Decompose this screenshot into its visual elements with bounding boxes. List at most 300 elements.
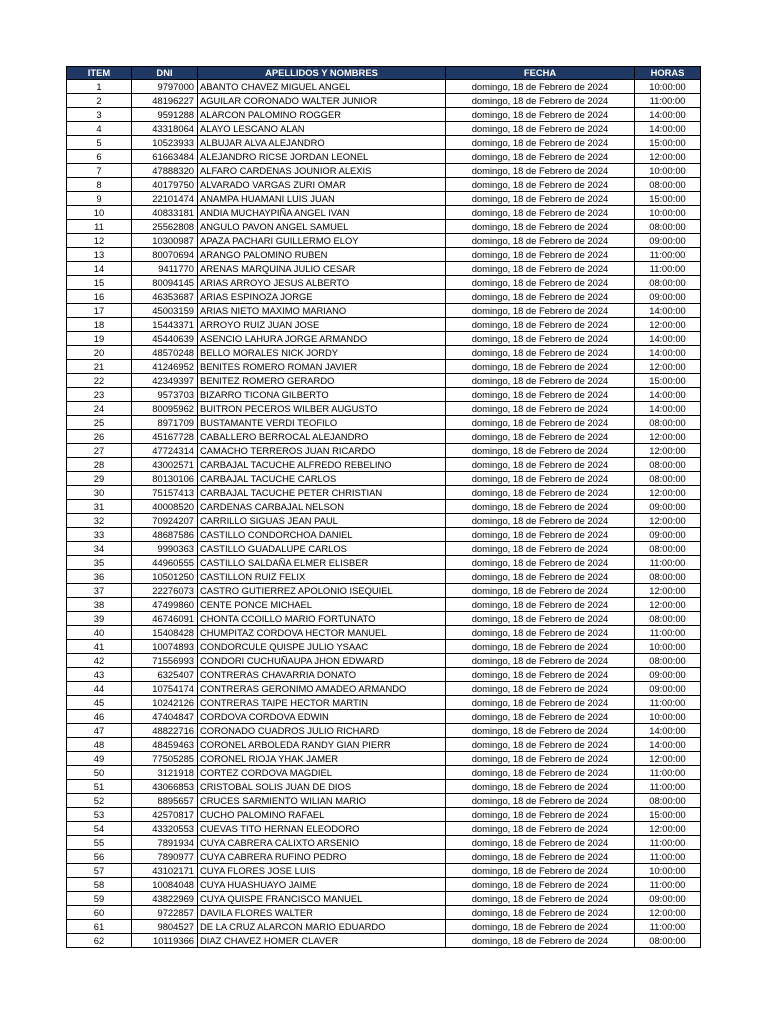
cell-dni: 48570248 <box>132 346 198 360</box>
cell-hora: 10:00:00 <box>635 164 701 178</box>
cell-hora: 11:00:00 <box>635 766 701 780</box>
cell-item: 42 <box>67 654 132 668</box>
cell-apellidos-nombres: CRISTOBAL SOLIS JUAN DE DIOS <box>198 780 446 794</box>
cell-item: 45 <box>67 696 132 710</box>
cell-item: 30 <box>67 486 132 500</box>
cell-item: 57 <box>67 864 132 878</box>
cell-apellidos-nombres: CAMACHO TERREROS JUAN RICARDO <box>198 444 446 458</box>
cell-dni: 80130106 <box>132 472 198 486</box>
cell-dni: 42349397 <box>132 374 198 388</box>
cell-item: 39 <box>67 612 132 626</box>
cell-fecha: domingo, 18 de Febrero de 2024 <box>446 780 635 794</box>
cell-hora: 11:00:00 <box>635 556 701 570</box>
cell-item: 46 <box>67 710 132 724</box>
cell-fecha: domingo, 18 de Febrero de 2024 <box>446 626 635 640</box>
cell-hora: 11:00:00 <box>635 94 701 108</box>
cell-fecha: domingo, 18 de Febrero de 2024 <box>446 150 635 164</box>
cell-item: 19 <box>67 332 132 346</box>
table-row <box>67 528 701 542</box>
cell-fecha: domingo, 18 de Febrero de 2024 <box>446 220 635 234</box>
cell-apellidos-nombres: ANGULO PAVON ANGEL SAMUEL <box>198 220 446 234</box>
table-row <box>67 724 701 738</box>
cell-fecha: domingo, 18 de Febrero de 2024 <box>446 514 635 528</box>
cell-apellidos-nombres: CARDENAS CARBAJAL NELSON <box>198 500 446 514</box>
cell-fecha: domingo, 18 de Febrero de 2024 <box>446 640 635 654</box>
cell-item: 26 <box>67 430 132 444</box>
cell-dni: 43318064 <box>132 122 198 136</box>
cell-item: 56 <box>67 850 132 864</box>
cell-fecha: domingo, 18 de Febrero de 2024 <box>446 906 635 920</box>
cell-fecha: domingo, 18 de Febrero de 2024 <box>446 738 635 752</box>
cell-hora: 15:00:00 <box>635 136 701 150</box>
cell-hora: 12:00:00 <box>635 444 701 458</box>
cell-apellidos-nombres: BUITRON PECEROS WILBER AUGUSTO <box>198 402 446 416</box>
table-row <box>67 514 701 528</box>
cell-hora: 12:00:00 <box>635 486 701 500</box>
table-row <box>67 808 701 822</box>
cell-dni: 44960555 <box>132 556 198 570</box>
cell-fecha: domingo, 18 de Febrero de 2024 <box>446 192 635 206</box>
cell-item: 53 <box>67 808 132 822</box>
cell-hora: 14:00:00 <box>635 122 701 136</box>
cell-hora: 15:00:00 <box>635 808 701 822</box>
cell-hora: 09:00:00 <box>635 682 701 696</box>
cell-fecha: domingo, 18 de Febrero de 2024 <box>446 836 635 850</box>
cell-fecha: domingo, 18 de Febrero de 2024 <box>446 360 635 374</box>
table-row <box>67 934 701 948</box>
cell-dni: 77505285 <box>132 752 198 766</box>
table-row <box>67 248 701 262</box>
cell-fecha: domingo, 18 de Febrero de 2024 <box>446 752 635 766</box>
cell-item: 44 <box>67 682 132 696</box>
cell-dni: 7890977 <box>132 850 198 864</box>
cell-item: 14 <box>67 262 132 276</box>
cell-dni: 40008520 <box>132 500 198 514</box>
cell-item: 37 <box>67 584 132 598</box>
cell-hora: 10:00:00 <box>635 640 701 654</box>
table-row <box>67 766 701 780</box>
cell-item: 18 <box>67 318 132 332</box>
cell-apellidos-nombres: CASTILLO SALDAÑA ELMER ELISBER <box>198 556 446 570</box>
table-row <box>67 542 701 556</box>
cell-apellidos-nombres: BUSTAMANTE VERDI TEOFILO <box>198 416 446 430</box>
cell-dni: 10754174 <box>132 682 198 696</box>
cell-fecha: domingo, 18 de Febrero de 2024 <box>446 584 635 598</box>
cell-fecha: domingo, 18 de Febrero de 2024 <box>446 234 635 248</box>
cell-item: 20 <box>67 346 132 360</box>
cell-fecha: domingo, 18 de Febrero de 2024 <box>446 808 635 822</box>
cell-fecha: domingo, 18 de Febrero de 2024 <box>446 528 635 542</box>
cell-fecha: domingo, 18 de Febrero de 2024 <box>446 304 635 318</box>
cell-dni: 45003159 <box>132 304 198 318</box>
cell-dni: 45440639 <box>132 332 198 346</box>
table-row <box>67 710 701 724</box>
cell-fecha: domingo, 18 de Febrero de 2024 <box>446 178 635 192</box>
cell-dni: 61663484 <box>132 150 198 164</box>
cell-hora: 12:00:00 <box>635 360 701 374</box>
cell-dni: 8895657 <box>132 794 198 808</box>
cell-apellidos-nombres: ALBUJAR ALVA ALEJANDRO <box>198 136 446 150</box>
cell-apellidos-nombres: ALVARADO VARGAS ZURI OMAR <box>198 178 446 192</box>
cell-item: 4 <box>67 122 132 136</box>
cell-fecha: domingo, 18 de Febrero de 2024 <box>446 598 635 612</box>
cell-hora: 08:00:00 <box>635 542 701 556</box>
cell-fecha: domingo, 18 de Febrero de 2024 <box>446 248 635 262</box>
cell-apellidos-nombres: CUYA QUISPE FRANCISCO MANUEL <box>198 892 446 906</box>
cell-item: 36 <box>67 570 132 584</box>
cell-item: 29 <box>67 472 132 486</box>
cell-dni: 6325407 <box>132 668 198 682</box>
table-row <box>67 822 701 836</box>
table-header <box>67 67 701 80</box>
cell-hora: 09:00:00 <box>635 234 701 248</box>
cell-item: 40 <box>67 626 132 640</box>
cell-item: 51 <box>67 780 132 794</box>
cell-fecha: domingo, 18 de Febrero de 2024 <box>446 374 635 388</box>
cell-apellidos-nombres: CASTILLO GUADALUPE CARLOS <box>198 542 446 556</box>
cell-hora: 12:00:00 <box>635 318 701 332</box>
table-row <box>67 906 701 920</box>
table-row <box>67 164 701 178</box>
cell-item: 6 <box>67 150 132 164</box>
cell-apellidos-nombres: ANAMPA HUAMANI LUIS JUAN <box>198 192 446 206</box>
cell-dni: 10242126 <box>132 696 198 710</box>
cell-hora: 08:00:00 <box>635 416 701 430</box>
cell-dni: 40179750 <box>132 178 198 192</box>
cell-dni: 71556993 <box>132 654 198 668</box>
cell-apellidos-nombres: BENITES ROMERO ROMAN JAVIER <box>198 360 446 374</box>
table-row <box>67 836 701 850</box>
table-row <box>67 892 701 906</box>
cell-item: 54 <box>67 822 132 836</box>
header-dni: DNI <box>132 67 198 80</box>
cell-hora: 08:00:00 <box>635 654 701 668</box>
table-row <box>67 94 701 108</box>
cell-fecha: domingo, 18 de Febrero de 2024 <box>446 332 635 346</box>
cell-item: 8 <box>67 178 132 192</box>
cell-apellidos-nombres: ARROYO RUIZ JUAN JOSE <box>198 318 446 332</box>
cell-hora: 09:00:00 <box>635 668 701 682</box>
cell-dni: 43320553 <box>132 822 198 836</box>
table-row <box>67 864 701 878</box>
table-row <box>67 360 701 374</box>
cell-apellidos-nombres: CONTRERAS GERONIMO AMADEO ARMANDO <box>198 682 446 696</box>
table-row <box>67 794 701 808</box>
cell-apellidos-nombres: CARRILLO SIGUAS JEAN PAUL <box>198 514 446 528</box>
table-row <box>67 262 701 276</box>
header-row <box>67 67 701 80</box>
cell-item: 41 <box>67 640 132 654</box>
cell-dni: 9591288 <box>132 108 198 122</box>
cell-fecha: domingo, 18 de Febrero de 2024 <box>446 346 635 360</box>
cell-hora: 11:00:00 <box>635 920 701 934</box>
cell-dni: 42570817 <box>132 808 198 822</box>
cell-fecha: domingo, 18 de Febrero de 2024 <box>446 430 635 444</box>
cell-dni: 22101474 <box>132 192 198 206</box>
cell-hora: 14:00:00 <box>635 402 701 416</box>
cell-hora: 14:00:00 <box>635 108 701 122</box>
cell-apellidos-nombres: CASTRO GUTIERREZ APOLONIO ISEQUIEL <box>198 584 446 598</box>
cell-fecha: domingo, 18 de Febrero de 2024 <box>446 262 635 276</box>
cell-dni: 22276073 <box>132 584 198 598</box>
table-row <box>67 108 701 122</box>
cell-fecha: domingo, 18 de Febrero de 2024 <box>446 458 635 472</box>
cell-hora: 14:00:00 <box>635 738 701 752</box>
cell-dni: 43002571 <box>132 458 198 472</box>
cell-hora: 15:00:00 <box>635 192 701 206</box>
cell-dni: 7891934 <box>132 836 198 850</box>
cell-dni: 48459463 <box>132 738 198 752</box>
header-item: ITEM <box>67 67 132 80</box>
cell-dni: 3121918 <box>132 766 198 780</box>
cell-dni: 47724314 <box>132 444 198 458</box>
cell-hora: 10:00:00 <box>635 80 701 94</box>
cell-fecha: domingo, 18 de Febrero de 2024 <box>446 682 635 696</box>
table-row <box>67 416 701 430</box>
cell-fecha: domingo, 18 de Febrero de 2024 <box>446 878 635 892</box>
table-row <box>67 654 701 668</box>
cell-fecha: domingo, 18 de Febrero de 2024 <box>446 822 635 836</box>
table-row <box>67 444 701 458</box>
cell-apellidos-nombres: CONTRERAS CHAVARRIA DONATO <box>198 668 446 682</box>
cell-dni: 43102171 <box>132 864 198 878</box>
cell-fecha: domingo, 18 de Febrero de 2024 <box>446 654 635 668</box>
cell-dni: 43822969 <box>132 892 198 906</box>
cell-fecha: domingo, 18 de Febrero de 2024 <box>446 850 635 864</box>
cell-dni: 40833181 <box>132 206 198 220</box>
cell-dni: 43066853 <box>132 780 198 794</box>
cell-dni: 47888320 <box>132 164 198 178</box>
table-row <box>67 136 701 150</box>
cell-item: 23 <box>67 388 132 402</box>
cell-dni: 10119366 <box>132 934 198 948</box>
cell-dni: 25562808 <box>132 220 198 234</box>
table-row <box>67 80 701 94</box>
cell-apellidos-nombres: CORONEL RIOJA YHAK JAMER <box>198 752 446 766</box>
cell-hora: 11:00:00 <box>635 262 701 276</box>
cell-item: 24 <box>67 402 132 416</box>
table-row <box>67 738 701 752</box>
table-row <box>67 472 701 486</box>
cell-dni: 9411770 <box>132 262 198 276</box>
cell-dni: 80095962 <box>132 402 198 416</box>
cell-hora: 11:00:00 <box>635 850 701 864</box>
cell-dni: 8971709 <box>132 416 198 430</box>
cell-apellidos-nombres: ARANGO PALOMINO RUBEN <box>198 248 446 262</box>
cell-dni: 9804527 <box>132 920 198 934</box>
cell-dni: 47499860 <box>132 598 198 612</box>
cell-hora: 12:00:00 <box>635 584 701 598</box>
cell-fecha: domingo, 18 de Febrero de 2024 <box>446 388 635 402</box>
header-apellidos-nombres: APELLIDOS Y NOMBRES <box>198 67 446 80</box>
cell-fecha: domingo, 18 de Febrero de 2024 <box>446 766 635 780</box>
cell-dni: 45167728 <box>132 430 198 444</box>
cell-item: 33 <box>67 528 132 542</box>
cell-item: 7 <box>67 164 132 178</box>
cell-apellidos-nombres: CORDOVA CORDOVA EDWIN <box>198 710 446 724</box>
cell-hora: 11:00:00 <box>635 878 701 892</box>
cell-hora: 12:00:00 <box>635 752 701 766</box>
cell-apellidos-nombres: ALEJANDRO RICSE JORDAN LEONEL <box>198 150 446 164</box>
table-row <box>67 220 701 234</box>
cell-dni: 10084048 <box>132 878 198 892</box>
cell-apellidos-nombres: DAVILA FLORES WALTER <box>198 906 446 920</box>
cell-hora: 08:00:00 <box>635 458 701 472</box>
table-row <box>67 276 701 290</box>
table-row <box>67 150 701 164</box>
cell-hora: 12:00:00 <box>635 514 701 528</box>
cell-item: 32 <box>67 514 132 528</box>
table-row <box>67 346 701 360</box>
cell-apellidos-nombres: ASENCIO LAHURA JORGE ARMANDO <box>198 332 446 346</box>
table-row <box>67 878 701 892</box>
table-body <box>67 80 701 948</box>
cell-hora: 12:00:00 <box>635 598 701 612</box>
cell-hora: 12:00:00 <box>635 906 701 920</box>
cell-item: 25 <box>67 416 132 430</box>
cell-apellidos-nombres: CUYA FLORES JOSE LUIS <box>198 864 446 878</box>
cell-dni: 10501250 <box>132 570 198 584</box>
cell-item: 55 <box>67 836 132 850</box>
table-row <box>67 500 701 514</box>
cell-apellidos-nombres: CORTEZ CORDOVA MAGDIEL <box>198 766 446 780</box>
cell-item: 9 <box>67 192 132 206</box>
cell-hora: 08:00:00 <box>635 472 701 486</box>
cell-apellidos-nombres: CARBAJAL TACUCHE CARLOS <box>198 472 446 486</box>
cell-apellidos-nombres: CONDORI CUCHUÑAUPA JHON EDWARD <box>198 654 446 668</box>
cell-apellidos-nombres: APAZA PACHARI GUILLERMO ELOY <box>198 234 446 248</box>
table-row <box>67 556 701 570</box>
cell-fecha: domingo, 18 de Febrero de 2024 <box>446 612 635 626</box>
table-row <box>67 234 701 248</box>
cell-apellidos-nombres: CUYA CABRERA CALIXTO ARSENIO <box>198 836 446 850</box>
table-row <box>67 332 701 346</box>
cell-apellidos-nombres: ALFARO CARDENAS JOUNIOR ALEXIS <box>198 164 446 178</box>
cell-item: 13 <box>67 248 132 262</box>
cell-fecha: domingo, 18 de Febrero de 2024 <box>446 710 635 724</box>
cell-fecha: domingo, 18 de Febrero de 2024 <box>446 206 635 220</box>
cell-dni: 9573703 <box>132 388 198 402</box>
cell-apellidos-nombres: DIAZ CHAVEZ HOMER CLAVER <box>198 934 446 948</box>
cell-apellidos-nombres: ANDIA MUCHAYPIÑA ANGEL IVAN <box>198 206 446 220</box>
cell-dni: 10074893 <box>132 640 198 654</box>
cell-apellidos-nombres: ALARCON PALOMINO ROGGER <box>198 108 446 122</box>
cell-fecha: domingo, 18 de Febrero de 2024 <box>446 108 635 122</box>
cell-fecha: domingo, 18 de Febrero de 2024 <box>446 668 635 682</box>
cell-apellidos-nombres: ALAYO LESCANO ALAN <box>198 122 446 136</box>
cell-fecha: domingo, 18 de Febrero de 2024 <box>446 542 635 556</box>
cell-item: 59 <box>67 892 132 906</box>
table-row <box>67 612 701 626</box>
cell-item: 17 <box>67 304 132 318</box>
cell-apellidos-nombres: CONDORCULE QUISPE JULIO YSAAC <box>198 640 446 654</box>
cell-apellidos-nombres: CUCHO PALOMINO RAFAEL <box>198 808 446 822</box>
cell-fecha: domingo, 18 de Febrero de 2024 <box>446 570 635 584</box>
table-row <box>67 920 701 934</box>
cell-hora: 09:00:00 <box>635 528 701 542</box>
cell-dni: 15443371 <box>132 318 198 332</box>
cell-dni: 75157413 <box>132 486 198 500</box>
cell-apellidos-nombres: CORONADO CUADROS JULIO RICHARD <box>198 724 446 738</box>
cell-hora: 08:00:00 <box>635 570 701 584</box>
cell-apellidos-nombres: CRUCES SARMIENTO WILIAN MARIO <box>198 794 446 808</box>
table-row <box>67 206 701 220</box>
cell-hora: 11:00:00 <box>635 836 701 850</box>
cell-apellidos-nombres: CORONEL ARBOLEDA RANDY GIAN PIERR <box>198 738 446 752</box>
cell-item: 31 <box>67 500 132 514</box>
table-row <box>67 626 701 640</box>
cell-dni: 10300987 <box>132 234 198 248</box>
cell-item: 11 <box>67 220 132 234</box>
cell-apellidos-nombres: ARIAS NIETO MAXIMO MARIANO <box>198 304 446 318</box>
cell-fecha: domingo, 18 de Febrero de 2024 <box>446 486 635 500</box>
cell-apellidos-nombres: CASTILLO CONDORCHOA DANIEL <box>198 528 446 542</box>
cell-fecha: domingo, 18 de Febrero de 2024 <box>446 724 635 738</box>
cell-apellidos-nombres: CABALLERO BERROCAL ALEJANDRO <box>198 430 446 444</box>
cell-apellidos-nombres: BENITEZ ROMERO GERARDO <box>198 374 446 388</box>
cell-item: 15 <box>67 276 132 290</box>
cell-dni: 46746091 <box>132 612 198 626</box>
table-row <box>67 402 701 416</box>
cell-apellidos-nombres: CARBAJAL TACUCHE PETER CHRISTIAN <box>198 486 446 500</box>
cell-hora: 11:00:00 <box>635 248 701 262</box>
cell-dni: 48196227 <box>132 94 198 108</box>
cell-hora: 12:00:00 <box>635 150 701 164</box>
cell-apellidos-nombres: CONTRERAS TAIPE HECTOR MARTIN <box>198 696 446 710</box>
cell-apellidos-nombres: CHONTA CCOILLO MARIO FORTUNATO <box>198 612 446 626</box>
cell-hora: 09:00:00 <box>635 500 701 514</box>
cell-hora: 08:00:00 <box>635 276 701 290</box>
cell-fecha: domingo, 18 de Febrero de 2024 <box>446 794 635 808</box>
cell-hora: 08:00:00 <box>635 934 701 948</box>
cell-apellidos-nombres: ARIAS ESPINOZA JORGE <box>198 290 446 304</box>
cell-item: 58 <box>67 878 132 892</box>
cell-dni: 15408428 <box>132 626 198 640</box>
cell-fecha: domingo, 18 de Febrero de 2024 <box>446 94 635 108</box>
cell-apellidos-nombres: CARBAJAL TACUCHE ALFREDO REBELINO <box>198 458 446 472</box>
cell-fecha: domingo, 18 de Febrero de 2024 <box>446 318 635 332</box>
cell-hora: 09:00:00 <box>635 892 701 906</box>
cell-item: 38 <box>67 598 132 612</box>
cell-dni: 9722857 <box>132 906 198 920</box>
table-row <box>67 598 701 612</box>
cell-dni: 47404847 <box>132 710 198 724</box>
cell-fecha: domingo, 18 de Febrero de 2024 <box>446 164 635 178</box>
table-row <box>67 458 701 472</box>
cell-item: 10 <box>67 206 132 220</box>
cell-hora: 14:00:00 <box>635 388 701 402</box>
cell-dni: 48687586 <box>132 528 198 542</box>
cell-apellidos-nombres: BIZARRO TICONA GILBERTO <box>198 388 446 402</box>
table-row <box>67 682 701 696</box>
cell-dni: 9990363 <box>132 542 198 556</box>
table-row <box>67 570 701 584</box>
cell-apellidos-nombres: CHUMPITAZ CORDOVA HECTOR MANUEL <box>198 626 446 640</box>
cell-item: 22 <box>67 374 132 388</box>
cell-apellidos-nombres: CUYA HUASHUAYO JAIME <box>198 878 446 892</box>
cell-hora: 10:00:00 <box>635 710 701 724</box>
cell-dni: 10523933 <box>132 136 198 150</box>
cell-apellidos-nombres: CASTILLON RUIZ FELIX <box>198 570 446 584</box>
cell-fecha: domingo, 18 de Febrero de 2024 <box>446 402 635 416</box>
cell-item: 12 <box>67 234 132 248</box>
cell-item: 28 <box>67 458 132 472</box>
cell-fecha: domingo, 18 de Febrero de 2024 <box>446 892 635 906</box>
cell-hora: 14:00:00 <box>635 724 701 738</box>
cell-apellidos-nombres: CENTE PONCE MICHAEL <box>198 598 446 612</box>
cell-dni: 80094145 <box>132 276 198 290</box>
cell-fecha: domingo, 18 de Febrero de 2024 <box>446 276 635 290</box>
